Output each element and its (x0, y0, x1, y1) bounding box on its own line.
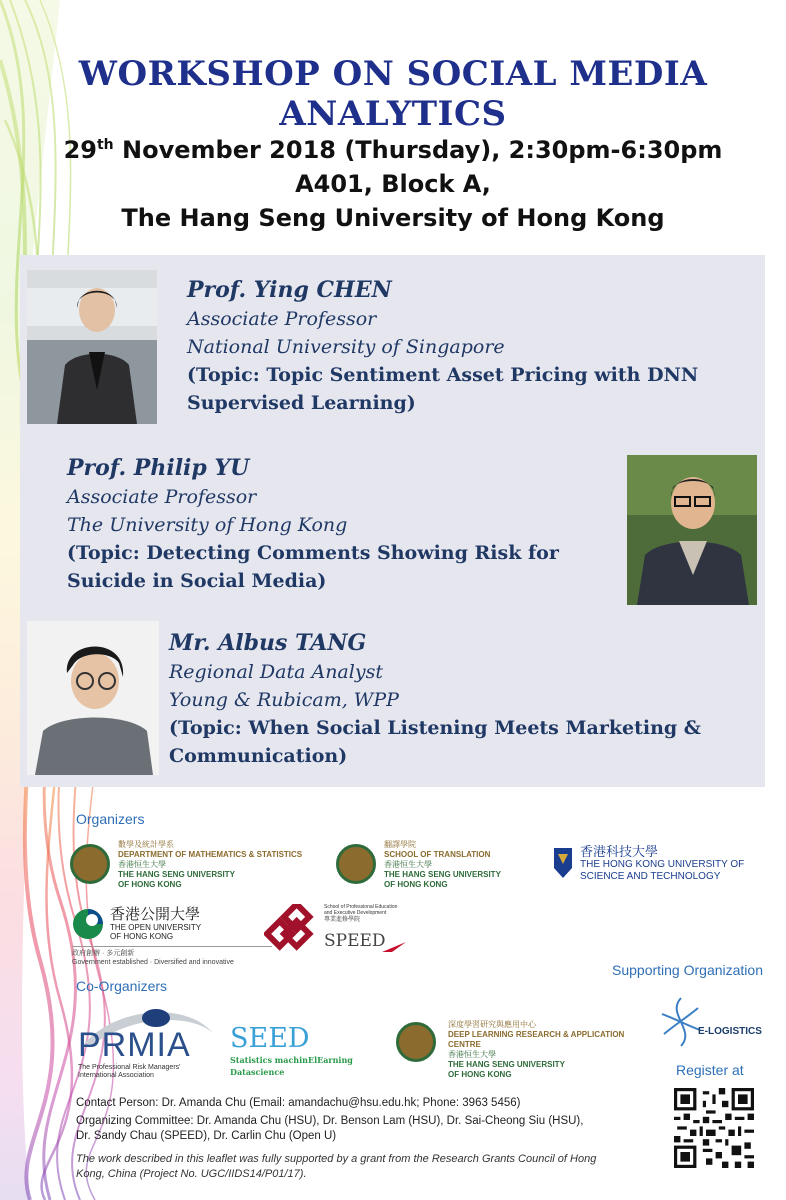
contact-person: Contact Person: Dr. Amanda Chu (Email: amandachu@hsu.edu.hk; Phone: 3963 5456) (76, 1097, 521, 1109)
speaker-name: Prof. Ying CHEN (187, 277, 392, 303)
event-date: 29th November 2018 (Thursday), 2:30pm-6:30pm (63, 136, 723, 164)
logo-dlrac (396, 1018, 656, 1079)
speaker-tang (169, 628, 749, 770)
speaker-position: Regional Data Analyst (169, 661, 383, 683)
hsu-trans-uni2: OF HONG KONG (384, 880, 448, 889)
speaker-photo-tang (27, 621, 159, 775)
event-info (0, 128, 786, 235)
hsu-math-uni2: OF HONG KONG (118, 880, 182, 889)
grant-footnote: The work described in this leaflet was fully supported by a grant from the Research Grants Council of Hong Kong, China (Project No. UGC/IIDS14/P01/17). (76, 1153, 597, 1180)
page-title: WORKSHOP ON SOCIAL MEDIA ANALYTICS (78, 54, 708, 134)
event-venue: The Hang Seng University of Hong Kong (121, 204, 665, 232)
speaker-affiliation: The University of Hong Kong (67, 514, 348, 536)
register-label: Register at (676, 1062, 744, 1078)
speaker-name: Prof. Philip YU (67, 455, 250, 481)
supporting-label: Supporting Organization (612, 962, 763, 978)
logo-hsu-translation (336, 838, 536, 890)
ouhk-tag: Government established · Diversified and innovative (72, 959, 234, 966)
ouhk-line1: THE OPEN UNIVERSITY (110, 923, 202, 932)
logo-hkust (552, 842, 762, 886)
hsu-trans-dept: SCHOOL OF TRANSLATION (384, 850, 491, 859)
logo-ouhk (72, 906, 272, 968)
polyu-emblem-icon (264, 904, 318, 958)
speaker-position: Associate Professor (187, 308, 377, 330)
hsu-math-cn-dept: 數學及統計學系 (118, 840, 174, 849)
hsu-crest-icon (70, 844, 110, 884)
contact-info (76, 1096, 636, 1144)
seed-sub: Statistics machinElEarning Datascience (230, 1055, 353, 1077)
seed-name: SEED (230, 1023, 310, 1054)
speaker-yu (67, 453, 627, 595)
speaker-photo-chen (27, 270, 157, 424)
ouhk-emblem-icon (72, 908, 104, 940)
e-logistics-emblem-icon (656, 994, 706, 1050)
speed-swoosh-icon (382, 940, 406, 954)
logo-seed (230, 1023, 400, 1077)
speed-small2: and Executive Development (324, 910, 387, 916)
hsu-crest-icon (336, 844, 376, 884)
e-logistics-name: E-LOGISTICS (698, 1026, 762, 1037)
ouhk-cn: 香港公開大學 (110, 905, 201, 923)
hkust-line2: SCIENCE AND TECHNOLOGY (580, 871, 721, 882)
hkust-line1: THE HONG KONG UNIVERSITY OF (580, 859, 745, 870)
dlrac-cn-uni: 香港恒生大學 (448, 1050, 496, 1059)
speaker-affiliation: National University of Singapore (187, 336, 505, 358)
ouhk-tag-cn: 政府創辦 · 多元創新 (72, 950, 135, 957)
dlrac-uni2: OF HONG KONG (448, 1070, 512, 1079)
speed-name: SPEED (324, 931, 386, 951)
organizing-committee: Organizing Committee: Dr. Amanda Chu (HSU), Dr. Benson Lam (HSU), Dr. Sai-Cheong Siu (HSU), (76, 1115, 584, 1127)
logo-e-logistics (656, 994, 766, 1050)
prmia-name: PRMIA (78, 1026, 191, 1064)
speaker-affiliation: Young & Rubicam, WPP (169, 689, 399, 711)
hsu-math-uni1: THE HANG SENG UNIVERSITY (118, 870, 235, 879)
speed-cn: 專業進修學院 (324, 917, 361, 923)
speaker-chen (187, 275, 747, 417)
dlrac-cn: 深度學習研究與應用中心 (448, 1020, 536, 1029)
co-organizers-label: Co-Organizers (76, 978, 168, 994)
event-room: A401, Block A, (295, 170, 491, 198)
hkust-emblem-icon (552, 846, 574, 880)
hsu-trans-cn-dept: 翻譯學院 (384, 840, 416, 849)
hsu-crest-icon (396, 1022, 436, 1062)
speakers-panel (20, 255, 765, 787)
speed-small1: School of Professional Education (324, 904, 398, 910)
dlrac-name: DEEP LEARNING RESEARCH & APPLICATION CENTRE (448, 1030, 625, 1049)
registration-qr-code[interactable] (674, 1088, 754, 1168)
speaker-topic: (Topic: When Social Listening Meets Marketing & Communication) (169, 717, 701, 767)
speaker-position: Associate Professor (67, 486, 257, 508)
hsu-math-cn-uni: 香港恒生大學 (118, 860, 166, 869)
hsu-trans-uni1: THE HANG SENG UNIVERSITY (384, 870, 501, 879)
organizing-committee-cont: Dr. Sandy Chau (SPEED), Dr. Carlin Chu (Open U) (76, 1130, 337, 1142)
hkust-cn: 香港科技大學 (580, 844, 659, 859)
prmia-sub1: The Professional Risk Managers' (78, 1064, 181, 1071)
logo-prmia (74, 1004, 219, 1080)
speaker-name: Mr. Albus TANG (169, 630, 367, 656)
hsu-trans-cn-uni: 香港恒生大學 (384, 860, 432, 869)
organizers-label: Organizers (76, 811, 145, 827)
logo-speed (264, 902, 424, 962)
speaker-photo-yu (627, 455, 757, 605)
dlrac-uni1: THE HANG SENG UNIVERSITY (448, 1060, 565, 1069)
speaker-topic: (Topic: Topic Sentiment Asset Pricing with DNN Supervised Learning) (187, 364, 699, 414)
ouhk-line2: OF HONG KONG (110, 932, 174, 941)
speaker-topic: (Topic: Detecting Comments Showing Risk for Suicide in Social Media) (67, 542, 559, 592)
hsu-math-dept: DEPARTMENT OF MATHEMATICS & STATISTICS (118, 850, 303, 859)
prmia-sub2: International Association (78, 1072, 154, 1079)
logo-hsu-math (70, 838, 310, 890)
